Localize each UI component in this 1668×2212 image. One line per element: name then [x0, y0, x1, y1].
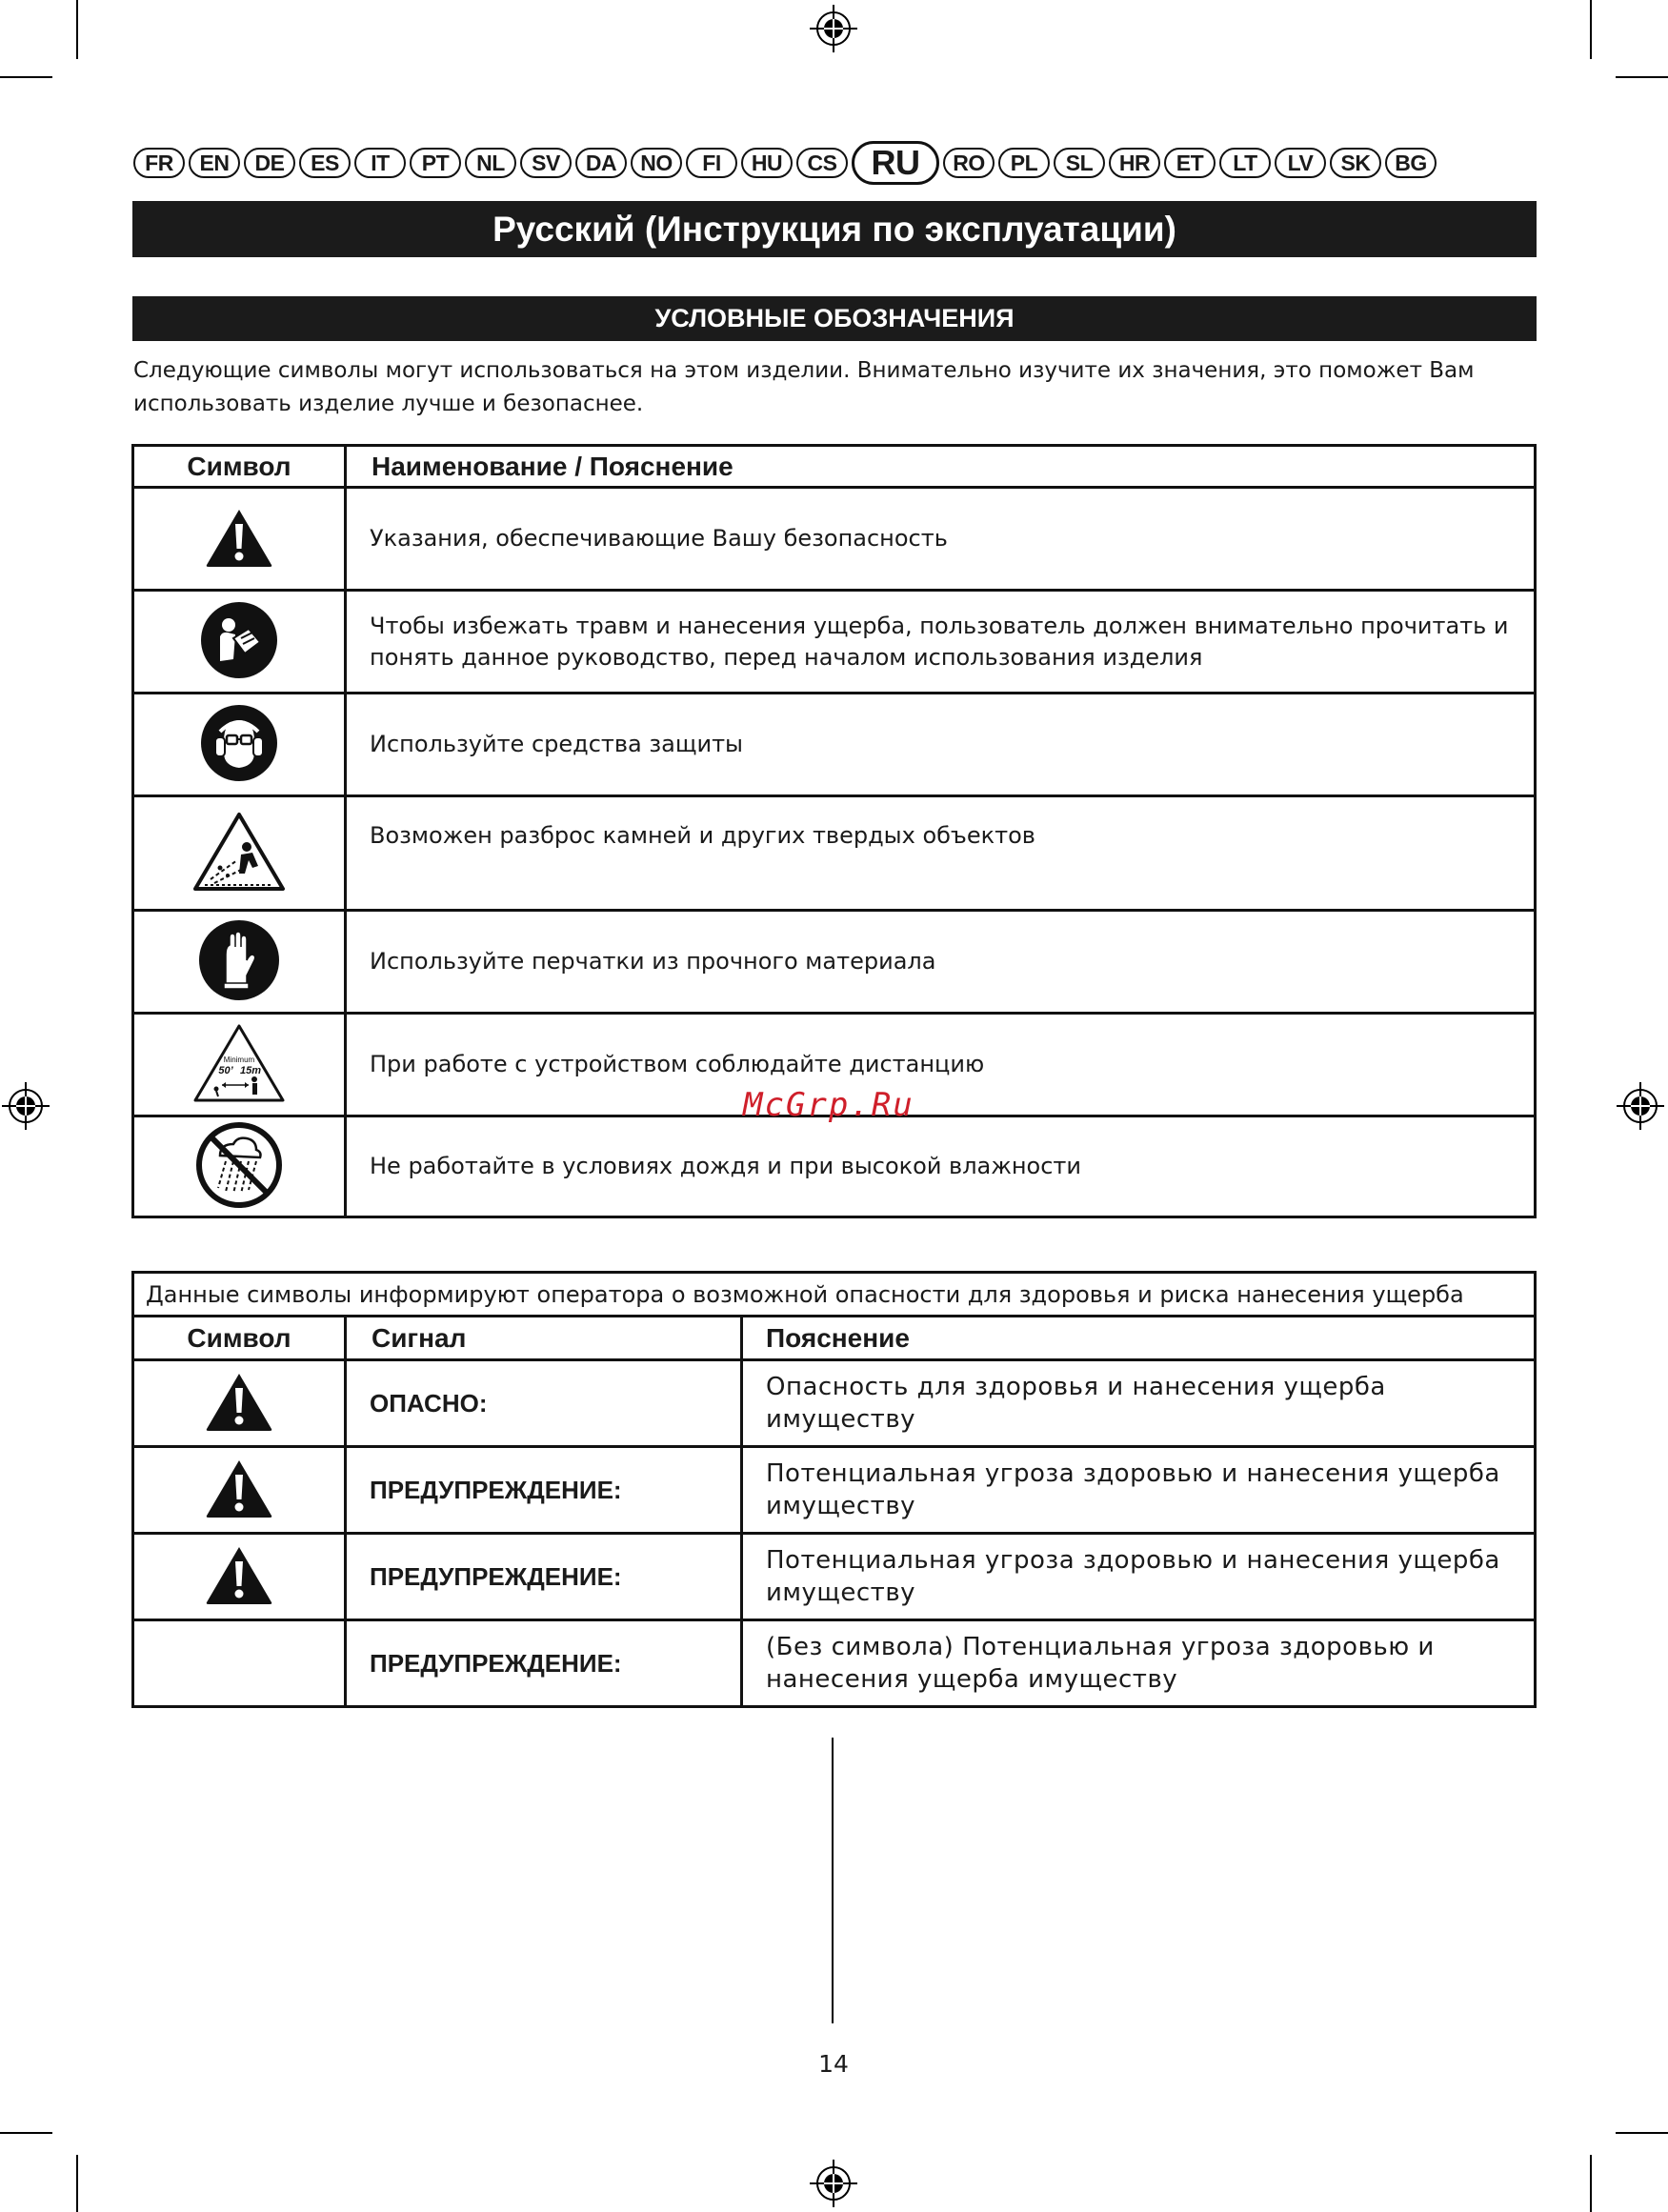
symbol-description: Чтобы избежать травм и нанесения ущерба, пользователь должен внимательно прочитать и понять данное руководство, перед началом использования изделия — [346, 591, 1536, 694]
empty-symbol-cell — [133, 1620, 346, 1707]
warning-triangle-icon — [204, 1544, 274, 1605]
symbol-description: Используйте средства защиты — [346, 694, 1536, 796]
watermark-text: McGrp.Ru — [743, 1086, 914, 1124]
signal-word: ПРЕДУПРЕЖДЕНИЕ: — [346, 1534, 742, 1620]
symbol-description: Возможен разброс камней и других твердых объектов — [346, 796, 1536, 911]
lang-tab-hr[interactable]: HR — [1109, 148, 1160, 178]
lang-tab-fr[interactable]: FR — [133, 148, 185, 178]
registration-mark-icon — [810, 2160, 857, 2207]
lang-tab-ru-active[interactable]: RU — [852, 141, 939, 185]
signals-caption: Данные символы информируют оператора о возможной опасности для здоровья и риска нанесения ущерба — [133, 1273, 1536, 1317]
table-row — [133, 796, 1536, 911]
registration-mark-icon — [2, 1082, 50, 1130]
lang-tab-pt[interactable]: PT — [410, 148, 461, 178]
lang-tab-sl[interactable]: SL — [1054, 148, 1105, 178]
lang-tab-da[interactable]: DA — [575, 148, 627, 178]
lang-tab-fi[interactable]: FI — [686, 148, 737, 178]
table-row — [133, 1116, 1536, 1217]
keep-distance-meters-label: 15m — [239, 1064, 262, 1076]
signal-word: ПРЕДУПРЕЖДЕНИЕ: — [346, 1447, 742, 1534]
symbol-description: Используйте перчатки из прочного материала — [346, 911, 1536, 1014]
crop-mark — [0, 76, 52, 78]
lang-tab-lt[interactable]: LT — [1219, 148, 1271, 178]
keep-distance-feet-label: 50’ — [218, 1064, 233, 1076]
lang-tab-hu[interactable]: HU — [741, 148, 793, 178]
column-header-explanation: Пояснение — [742, 1317, 1536, 1360]
keep-distance-icon — [191, 1022, 287, 1104]
symbol-description: Не работайте в условиях дождя и при высокой влажности — [346, 1116, 1536, 1217]
symbol-description: При работе с устройством соблюдайте дистанцию — [346, 1014, 1536, 1116]
crop-mark — [0, 2132, 52, 2134]
intro-text: Следующие символы могут использоваться на этом изделии. Внимательно изучите их значения, это поможет Вам использовать изделие лучше и безопаснее. — [133, 358, 1475, 416]
lang-tab-it[interactable]: IT — [354, 148, 406, 178]
read-manual-icon — [199, 600, 279, 680]
lang-tab-pl[interactable]: PL — [998, 148, 1050, 178]
lang-tab-lv[interactable]: LV — [1275, 148, 1326, 178]
no-rain-icon — [195, 1121, 283, 1209]
gloves-icon — [197, 918, 281, 1002]
lang-tab-bg[interactable]: BG — [1385, 148, 1437, 178]
keep-distance-minimum-label: Minimum — [223, 1055, 255, 1064]
table-row — [133, 694, 1536, 796]
language-tabs — [133, 141, 1539, 185]
signal-explanation: (Без символа) Потенциальная угроза здоровью и нанесения ущерба имуществу — [742, 1620, 1536, 1707]
signal-explanation: Опасность для здоровья и нанесения ущерба имуществу — [742, 1360, 1536, 1447]
column-header-symbol: Символ — [133, 1317, 346, 1360]
lang-tab-en[interactable]: EN — [189, 148, 240, 178]
signal-word: ОПАСНО: — [346, 1360, 742, 1447]
column-header-signal: Сигнал — [346, 1317, 742, 1360]
lang-tab-cs[interactable]: CS — [796, 148, 848, 178]
page-number: 14 — [818, 2050, 849, 2078]
table-row — [133, 911, 1536, 1014]
lang-tab-sv[interactable]: SV — [520, 148, 572, 178]
column-header-name: Наименование / Пояснение — [346, 446, 1536, 488]
table-row — [133, 1447, 1536, 1534]
lang-tab-et[interactable]: ET — [1164, 148, 1216, 178]
signal-explanation: Потенциальная угроза здоровью и нанесения ущерба имуществу — [742, 1534, 1536, 1620]
table-row — [133, 1620, 1536, 1707]
section-title: УСЛОВНЫЕ ОБОЗНАЧЕНИЯ — [132, 296, 1537, 341]
lang-tab-es[interactable]: ES — [299, 148, 351, 178]
lang-tab-sk[interactable]: SK — [1330, 148, 1381, 178]
table-row — [133, 1360, 1536, 1447]
table-row — [133, 1534, 1536, 1620]
crop-mark — [1616, 76, 1668, 78]
page-title: Русский (Инструкция по эксплуатации) — [132, 201, 1537, 257]
symbol-description: Указания, обеспечивающие Вашу безопасность — [346, 488, 1536, 591]
lang-tab-nl[interactable]: NL — [465, 148, 516, 178]
lang-tab-ro[interactable]: RO — [943, 148, 995, 178]
registration-mark-icon — [1617, 1082, 1664, 1130]
signals-table — [131, 1271, 1537, 1708]
crop-mark — [76, 2155, 78, 2212]
lang-tab-de[interactable]: DE — [244, 148, 295, 178]
crop-mark — [1590, 0, 1592, 59]
fold-line — [832, 1738, 834, 2023]
crop-mark — [1590, 2155, 1592, 2212]
table-row — [133, 488, 1536, 591]
crop-mark — [76, 0, 78, 59]
column-header-symbol: Символ — [133, 446, 346, 488]
table-row — [133, 591, 1536, 694]
signal-word: ПРЕДУПРЕЖДЕНИЕ: — [346, 1620, 742, 1707]
flying-objects-icon — [191, 811, 287, 893]
warning-triangle-icon — [204, 1371, 274, 1432]
signal-explanation: Потенциальная угроза здоровью и нанесения ущерба имуществу — [742, 1447, 1536, 1534]
protective-equipment-icon — [199, 703, 279, 783]
warning-triangle-icon — [204, 1458, 274, 1518]
lang-tab-no[interactable]: NO — [631, 148, 682, 178]
crop-mark — [1616, 2132, 1668, 2134]
registration-mark-icon — [810, 5, 857, 52]
warning-triangle-icon — [204, 507, 274, 568]
